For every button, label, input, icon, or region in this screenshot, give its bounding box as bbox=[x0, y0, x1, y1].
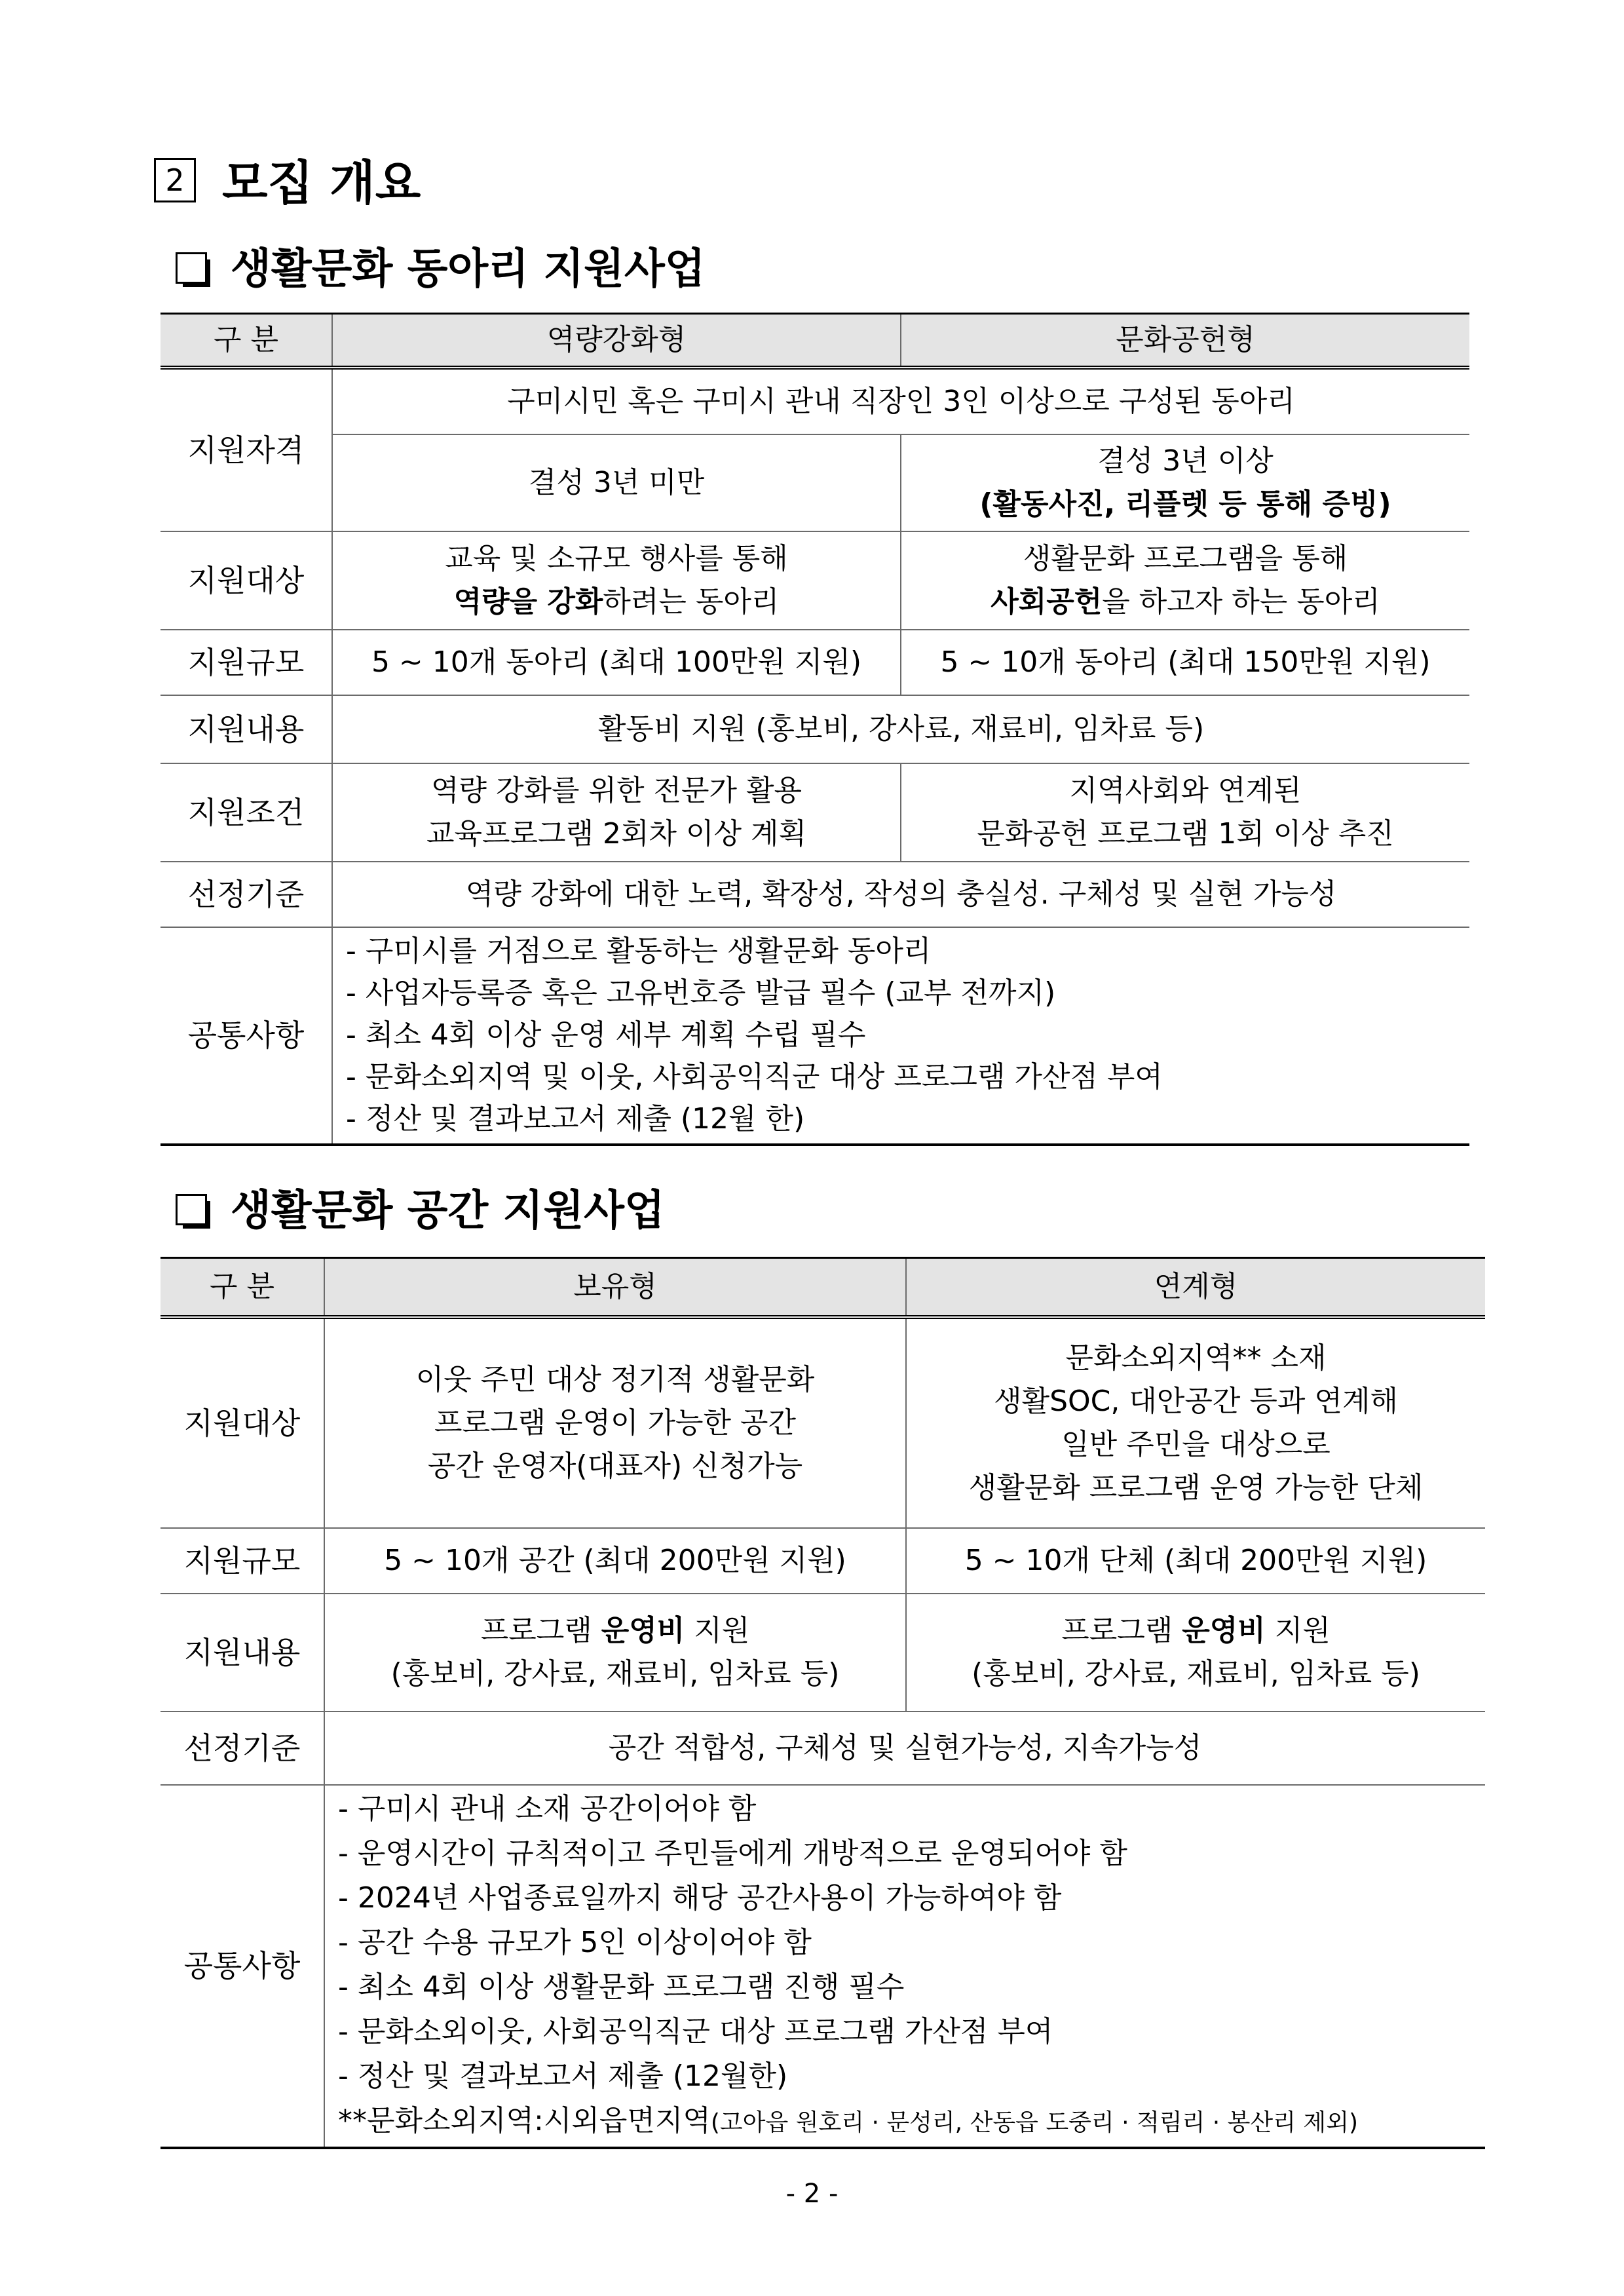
section-title: 모집 개요 bbox=[222, 155, 421, 210]
row-label-qualification: 지원자격 bbox=[161, 368, 332, 531]
content-owned bbox=[324, 1594, 906, 1712]
content-owned-line1 bbox=[331, 1609, 899, 1653]
club-table bbox=[161, 313, 1469, 1146]
space-row-target bbox=[161, 1317, 1485, 1528]
row-label-common: 공통사항 bbox=[161, 1785, 324, 2148]
space-row-content bbox=[161, 1594, 1485, 1712]
row-label-scale: 지원규모 bbox=[161, 1528, 324, 1594]
club-row-content bbox=[161, 695, 1469, 763]
content-owned-pre: 프로그램 bbox=[480, 1613, 601, 1647]
target-capacity-line2 bbox=[339, 581, 894, 624]
row-label-target: 지원대상 bbox=[161, 531, 332, 630]
target-linked-line: 일반 주민을 대상으로 bbox=[1061, 1427, 1331, 1461]
club-row-target bbox=[161, 531, 1469, 630]
content-linked-line1 bbox=[913, 1609, 1479, 1653]
space-heading bbox=[176, 1174, 665, 1240]
common-item: - 구미시를 거점으로 활동하는 생활문화 동아리 bbox=[346, 934, 932, 968]
section-heading bbox=[154, 143, 421, 215]
criteria-value: 역량 강화에 대한 노력, 확장성, 작성의 충실성. 구체성 및 실현 가능성 bbox=[332, 862, 1469, 927]
footnote-detail: (고아읍 원호리 · 문성리, 산동읍 도중리 · 적림리 · 봉산리 제외) bbox=[710, 2109, 1359, 2136]
condition-contribution-line2: 문화공헌 프로그램 1회 이상 추진 bbox=[977, 816, 1394, 851]
club-heading bbox=[176, 233, 706, 298]
target-owned bbox=[324, 1317, 906, 1528]
club-header-row bbox=[161, 314, 1469, 368]
content-owned-emphasis: 운영비 bbox=[601, 1613, 685, 1647]
section-number-box: 2 bbox=[154, 158, 196, 202]
scale-owned: 5 ~ 10개 공간 (최대 200만원 지원) bbox=[324, 1528, 906, 1594]
condition-contribution-line1: 지역사회와 연계된 bbox=[1069, 773, 1302, 807]
checkbox-square-icon bbox=[176, 252, 207, 284]
target-capacity-emphasis: 역량을 강화 bbox=[453, 584, 603, 619]
row-label-condition: 지원조건 bbox=[161, 763, 332, 862]
space-title: 생활문화 공간 지원사업 bbox=[231, 1187, 665, 1235]
target-owned-line: 이웃 주민 대상 정기적 생활문화 bbox=[415, 1362, 815, 1396]
qualification-capacity: 결성 3년 미만 bbox=[332, 434, 901, 531]
common-item: - 정산 및 결과보고서 제출 (12월 한) bbox=[346, 1102, 805, 1136]
common-item: - 정산 및 결과보고서 제출 (12월한) bbox=[338, 2059, 788, 2093]
common-item: - 운영시간이 규칙적이고 주민들에게 개방적으로 운영되어야 함 bbox=[338, 1836, 1127, 1870]
condition-contribution bbox=[901, 763, 1469, 862]
content-linked-post: 지원 bbox=[1265, 1613, 1331, 1647]
qualification-contribution bbox=[901, 434, 1469, 531]
space-row-scale bbox=[161, 1528, 1485, 1594]
header-category: 구 분 bbox=[161, 1258, 324, 1317]
common-item: - 2024년 사업종료일까지 해당 공간사용이 가능하여야 함 bbox=[338, 1881, 1062, 1915]
common-item: - 최소 4회 이상 운영 세부 계획 수립 필수 bbox=[346, 1018, 866, 1052]
common-items bbox=[332, 927, 1469, 1145]
content-linked-pre: 프로그램 bbox=[1061, 1613, 1182, 1647]
space-row-common bbox=[161, 1785, 1485, 2148]
common-items bbox=[324, 1785, 1485, 2148]
condition-capacity bbox=[332, 763, 901, 862]
target-contribution-line2 bbox=[908, 581, 1463, 624]
row-label-criteria: 선정기준 bbox=[161, 1712, 324, 1785]
header-linked-type: 연계형 bbox=[906, 1258, 1485, 1317]
target-capacity-rest: 하려는 동아리 bbox=[603, 584, 780, 619]
qualification-common: 구미시민 혹은 구미시 관내 직장인 3인 이상으로 구성된 동아리 bbox=[332, 368, 1469, 434]
club-row-qualification-detail bbox=[161, 434, 1469, 531]
content-owned-line2: (홍보비, 강사료, 재료비, 임차료 등) bbox=[390, 1656, 840, 1691]
row-label-content: 지원내용 bbox=[161, 1594, 324, 1712]
target-owned-line: 프로그램 운영이 가능한 공간 bbox=[434, 1406, 796, 1440]
footnote bbox=[338, 2099, 1479, 2145]
common-item: - 문화소외지역 및 이웃, 사회공익직군 대상 프로그램 가산점 부여 bbox=[346, 1060, 1163, 1094]
club-title: 생활문화 동아리 지원사업 bbox=[231, 245, 706, 294]
target-owned-line: 공간 운영자(대표자) 신청가능 bbox=[427, 1449, 803, 1483]
target-contribution-emphasis: 사회공헌 bbox=[991, 584, 1103, 619]
common-item: - 문화소외이웃, 사회공익직군 대상 프로그램 가산점 부여 bbox=[338, 2014, 1053, 2048]
space-table bbox=[161, 1257, 1485, 2149]
checkbox-square-icon bbox=[176, 1194, 207, 1225]
common-item: - 최소 4회 이상 생활문화 프로그램 진행 필수 bbox=[338, 1970, 905, 2004]
target-linked bbox=[906, 1317, 1485, 1528]
row-label-target: 지원대상 bbox=[161, 1317, 324, 1528]
target-capacity-line1: 교육 및 소규모 행사를 통해 bbox=[445, 541, 788, 575]
club-row-condition bbox=[161, 763, 1469, 862]
header-owned-type: 보유형 bbox=[324, 1258, 906, 1317]
header-contribution-type: 문화공헌형 bbox=[901, 314, 1469, 368]
common-item: - 사업자등록증 혹은 고유번호증 발급 필수 (교부 전까지) bbox=[346, 976, 1056, 1010]
common-item: - 구미시 관내 소재 공간이어야 함 bbox=[338, 1791, 757, 1826]
row-label-scale: 지원규모 bbox=[161, 630, 332, 695]
page-number: - 2 - bbox=[785, 2179, 839, 2209]
target-contribution bbox=[901, 531, 1469, 630]
row-label-content: 지원내용 bbox=[161, 695, 332, 763]
scale-capacity: 5 ~ 10개 동아리 (최대 100만원 지원) bbox=[332, 630, 901, 695]
target-linked-line: 문화소외지역** 소재 bbox=[1065, 1341, 1327, 1375]
target-linked-line: 생활문화 프로그램 운영 가능한 단체 bbox=[968, 1470, 1424, 1504]
club-row-scale bbox=[161, 630, 1469, 695]
row-label-common: 공통사항 bbox=[161, 927, 332, 1145]
footnote-main: **문화소외지역:시외읍면지역 bbox=[338, 2103, 711, 2137]
club-row-qualification bbox=[161, 368, 1469, 434]
target-linked-line: 생활SOC, 대안공간 등과 연계해 bbox=[994, 1384, 1398, 1418]
content-owned-post: 지원 bbox=[685, 1613, 750, 1647]
header-capacity-type: 역량강화형 bbox=[332, 314, 901, 368]
space-row-criteria bbox=[161, 1712, 1485, 1785]
content-value: 활동비 지원 (홍보비, 강사료, 재료비, 임차료 등) bbox=[332, 695, 1469, 763]
content-linked-emphasis: 운영비 bbox=[1182, 1613, 1266, 1647]
scale-contribution: 5 ~ 10개 동아리 (최대 150만원 지원) bbox=[901, 630, 1469, 695]
qualification-contribution-line1: 결성 3년 이상 bbox=[1097, 444, 1274, 478]
content-linked bbox=[906, 1594, 1485, 1712]
condition-capacity-line1: 역량 강화를 위한 전문가 활용 bbox=[431, 773, 802, 807]
scale-linked: 5 ~ 10개 단체 (최대 200만원 지원) bbox=[906, 1528, 1485, 1594]
row-label-criteria: 선정기준 bbox=[161, 862, 332, 927]
criteria-value: 공간 적합성, 구체성 및 실현가능성, 지속가능성 bbox=[324, 1712, 1485, 1785]
qualification-contribution-line2: (활동사진, 리플렛 등 통해 증빙) bbox=[979, 487, 1391, 521]
space-header-row bbox=[161, 1258, 1485, 1317]
target-capacity bbox=[332, 531, 901, 630]
condition-capacity-line2: 교육프로그램 2회차 이상 계획 bbox=[426, 816, 806, 851]
club-row-criteria bbox=[161, 862, 1469, 927]
common-item: - 공간 수용 규모가 5인 이상이어야 함 bbox=[338, 1925, 812, 1959]
target-contribution-rest: 을 하고자 하는 동아리 bbox=[1102, 584, 1380, 619]
target-contribution-line1: 생활문화 프로그램을 통해 bbox=[1023, 541, 1348, 575]
header-category: 구 분 bbox=[161, 314, 332, 368]
club-row-common bbox=[161, 927, 1469, 1145]
content-linked-line2: (홍보비, 강사료, 재료비, 임차료 등) bbox=[972, 1656, 1420, 1691]
